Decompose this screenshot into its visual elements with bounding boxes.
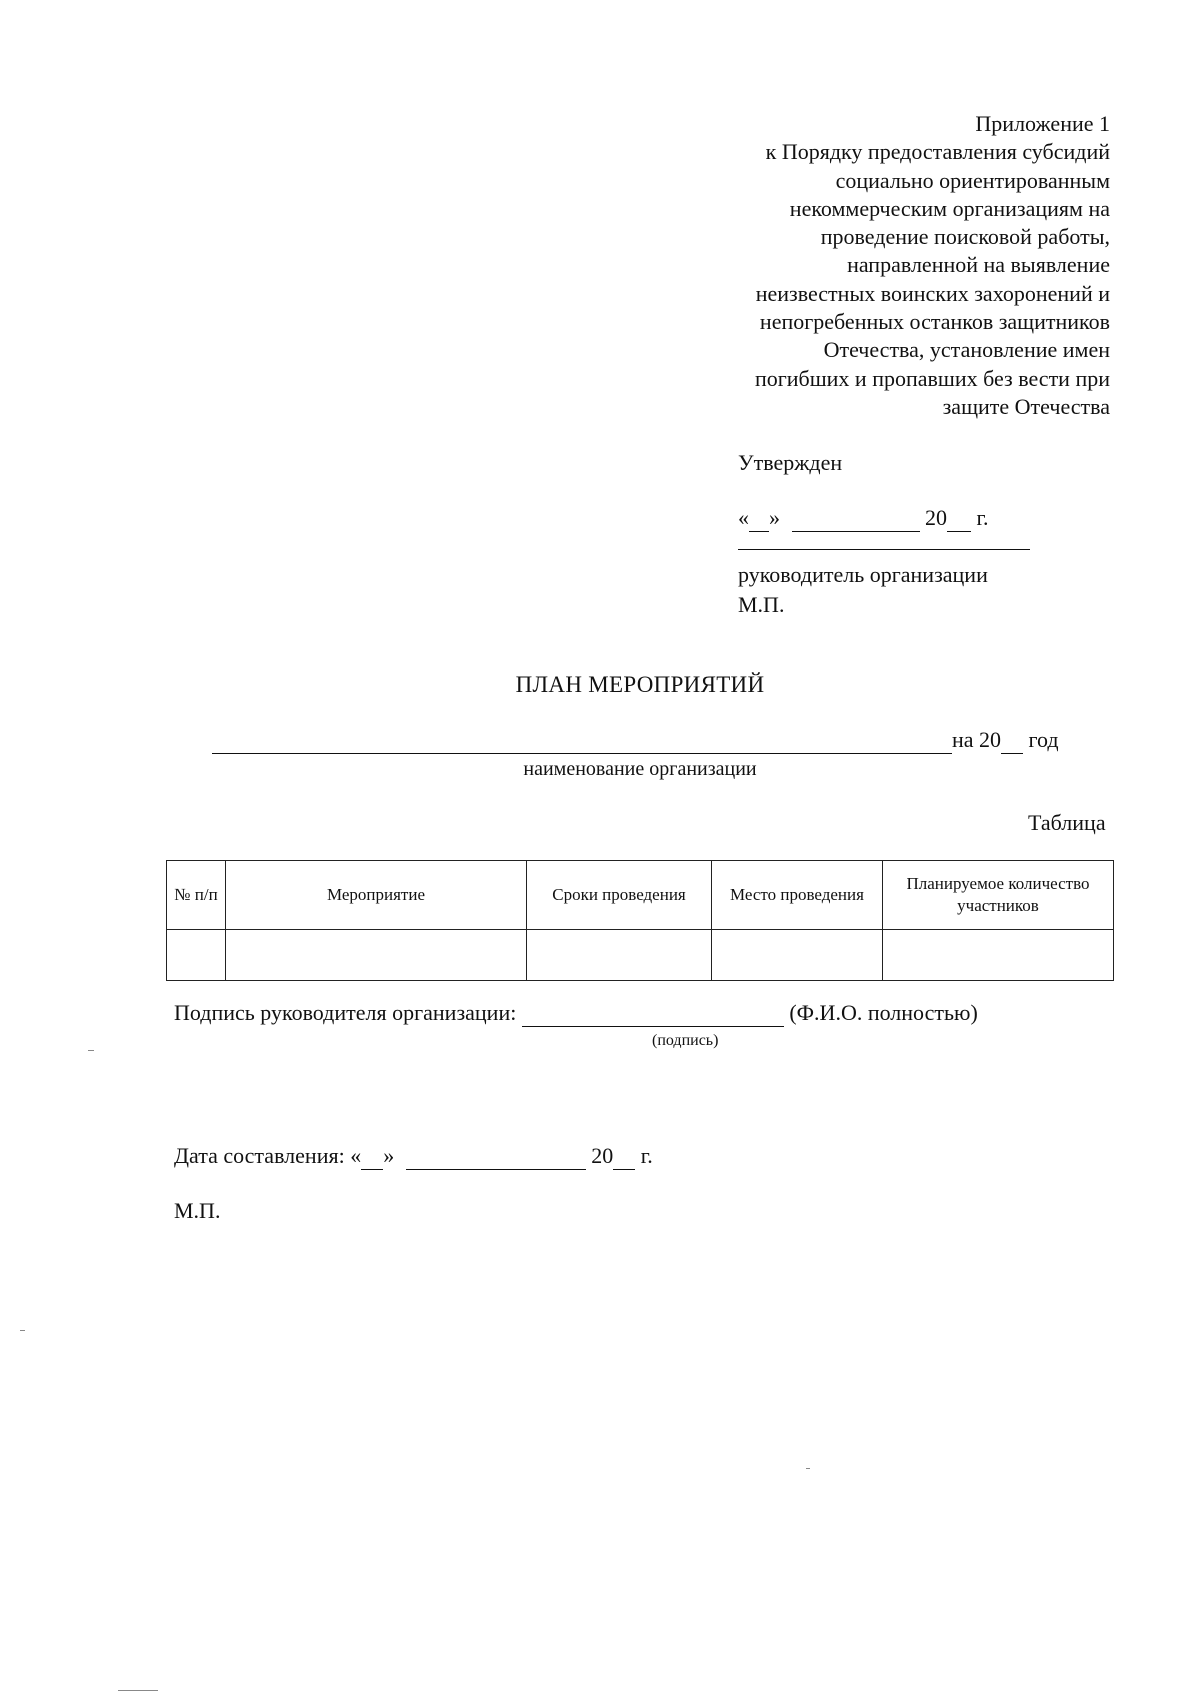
events-table — [166, 860, 1114, 981]
year-field[interactable] — [947, 505, 971, 532]
signature-field[interactable] — [522, 1000, 784, 1027]
table-label: Таблица — [1028, 810, 1106, 835]
scan-speck — [88, 1050, 94, 1051]
column-header-event: Мероприятие — [226, 861, 527, 930]
column-header-number: № п/п — [167, 861, 226, 930]
month-field[interactable] — [792, 505, 920, 532]
stamp-label-bottom: М.П. — [174, 1198, 221, 1223]
date-day-field[interactable] — [361, 1143, 383, 1170]
appendix-line: неизвестных воинских захоронений и — [755, 280, 1110, 306]
scan-speck — [118, 1690, 158, 1691]
signature-row — [174, 1000, 978, 1027]
table-row — [167, 930, 1114, 981]
plan-year-prefix: на 20 — [952, 727, 1002, 752]
column-header-dates: Сроки проведения — [527, 861, 712, 930]
date-label: Дата составления: — [174, 1143, 345, 1168]
date-month-field[interactable] — [406, 1143, 586, 1170]
appendix-line: проведение поисковой работы, — [820, 224, 1110, 250]
table-cell[interactable] — [712, 930, 883, 981]
appendix-line: Приложение 1 — [975, 111, 1110, 136]
column-header-participants: Планируемое количество участников — [883, 861, 1114, 930]
full-name-note: (Ф.И.О. полностью) — [789, 1000, 978, 1025]
organization-row — [212, 727, 1059, 754]
table-cell[interactable] — [883, 930, 1114, 981]
appendix-line: непогребенных останков защитников — [759, 309, 1110, 335]
approved-label: Утвержден — [738, 450, 843, 475]
signature-caption: (подпись) — [652, 1032, 719, 1049]
plan-year-suffix: год — [1028, 727, 1059, 752]
organization-name-field[interactable] — [212, 727, 952, 754]
date-close-quote: » — [769, 505, 780, 530]
page-title: ПЛАН МЕРОПРИЯТИЙ — [515, 672, 765, 697]
appendix-line: социально ориентированным — [835, 167, 1110, 193]
date-year-field[interactable] — [613, 1143, 635, 1170]
scan-speck — [20, 1330, 25, 1331]
plan-year-field[interactable] — [1001, 727, 1023, 754]
year-suffix: г. — [976, 505, 989, 530]
appendix-line: некоммерческим организациям на — [789, 195, 1110, 221]
head-signature-line[interactable] — [738, 549, 1030, 550]
date-row — [174, 1143, 653, 1170]
appendix-line: к Порядку предоставления субсидий — [765, 139, 1110, 165]
appendix-line: погибших и пропавших без вести при — [754, 365, 1110, 391]
date-open-quote: « — [738, 505, 749, 530]
stamp-label: М.П. — [738, 592, 785, 617]
appendix-line: защите Отечества — [942, 393, 1110, 419]
table-cell[interactable] — [226, 930, 527, 981]
head-position-label: руководитель организации — [738, 562, 988, 587]
approval-date-row — [738, 505, 989, 532]
table-header-row — [167, 861, 1114, 930]
date-open-quote: « — [350, 1143, 362, 1168]
table-cell[interactable] — [527, 930, 712, 981]
date-year-prefix: 20 — [591, 1143, 614, 1168]
table-cell[interactable] — [167, 930, 226, 981]
organization-caption: наименование организации — [523, 758, 757, 780]
scan-speck — [806, 1468, 810, 1469]
appendix-header — [620, 110, 1110, 421]
date-year-suffix: г. — [640, 1143, 653, 1168]
day-field[interactable] — [749, 505, 769, 532]
date-close-quote: » — [383, 1143, 395, 1168]
appendix-line: Отечества, установление имен — [823, 337, 1110, 363]
year-prefix: 20 — [925, 505, 947, 530]
signature-label: Подпись руководителя организации: — [174, 1000, 517, 1025]
column-header-place: Место проведения — [712, 861, 883, 930]
appendix-line: направленной на выявление — [847, 252, 1110, 278]
